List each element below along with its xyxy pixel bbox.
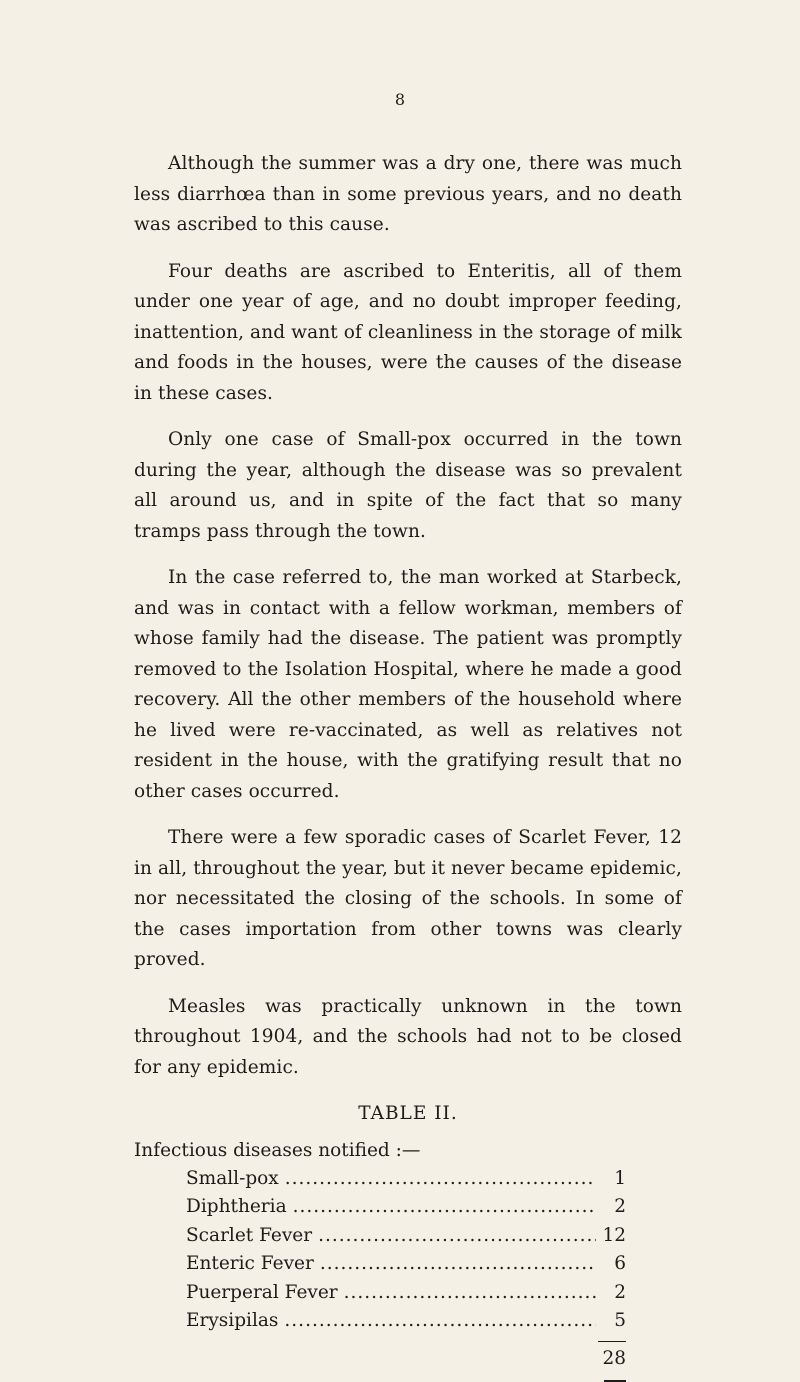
paragraph-diarrhoea: Although the summer was a dry one, there was much less diarrhœa than in some previous years, and no death was ascribed to this cause. bbox=[134, 153, 682, 235]
table-title: TABLE II. bbox=[358, 1103, 458, 1124]
dot-leader bbox=[320, 1250, 596, 1278]
table-row-erysipilas bbox=[186, 1307, 626, 1335]
table-row-diphtheria bbox=[186, 1193, 626, 1221]
dot-leader bbox=[318, 1222, 596, 1250]
report-body bbox=[134, 149, 682, 1382]
paragraph-scarlet-fever: There were a few sporadic cases of Scarlet Fever, 12 in all, throughout the year, but it never became epidemic, nor necessitated the closing of the schools. In some of the cases importation from other towns was clearly proved. bbox=[134, 827, 682, 970]
disease-count: 2 bbox=[614, 1281, 626, 1303]
disease-name: Scarlet Fever bbox=[186, 1224, 313, 1246]
dot-leader bbox=[293, 1193, 596, 1221]
table-intro: Infectious diseases notified :— bbox=[134, 1140, 421, 1161]
dot-leader bbox=[344, 1279, 596, 1307]
table-row-puerperal-fever bbox=[186, 1279, 626, 1307]
table-total-row bbox=[186, 1335, 626, 1374]
table-row-enteric-fever bbox=[186, 1250, 626, 1278]
disease-count: 2 bbox=[614, 1196, 626, 1218]
table-total: 28 bbox=[598, 1341, 626, 1374]
dot-leader bbox=[284, 1307, 596, 1335]
infectious-diseases-table bbox=[186, 1165, 626, 1382]
disease-count: 1 bbox=[614, 1168, 626, 1189]
disease-name: Erysipilas bbox=[186, 1310, 279, 1332]
disease-count: 5 bbox=[614, 1310, 626, 1332]
disease-name: Puerperal Fever bbox=[186, 1281, 338, 1303]
disease-count: 12 bbox=[602, 1224, 626, 1246]
table-row-small-pox bbox=[186, 1165, 626, 1193]
page-number: 8 bbox=[394, 90, 406, 109]
disease-count: 6 bbox=[614, 1253, 626, 1275]
paragraph-small-pox: Only one case of Small-pox occurred in the town during the year, although the disease was so prevalent all around us, and in spite of the fact that so many tramps pass through the town. bbox=[134, 429, 682, 542]
disease-name: Enteric Fever bbox=[186, 1253, 314, 1275]
dot-leader bbox=[285, 1165, 596, 1193]
paragraph-enteritis: Four deaths are ascribed to Enteritis, all of them under one year of age, and no doubt improper feeding, inattention, and want of cleanliness in the storage of milk and foods in the houses, were the causes of the disease in these cases. bbox=[134, 260, 682, 404]
total-underline bbox=[186, 1374, 626, 1382]
table-row-scarlet-fever bbox=[186, 1222, 626, 1250]
disease-name: Diphtheria bbox=[186, 1196, 287, 1218]
paragraph-measles: Measles was practically unknown in the town throughout 1904, and the schools had not to be closed for any epidemic. bbox=[134, 995, 682, 1078]
disease-name: Small-pox bbox=[186, 1168, 279, 1189]
paragraph-starbeck-case: In the case referred to, the man worked at Starbeck, and was in contact with a fellow workman, members of whose family had the disease. The patient was promptly removed to the Isolation Hospital, where he made a good recovery. All the other members of the household where he lived were re-vaccinated, as well as relatives not resident in the house, with the gratifying result that no other cases occurred. bbox=[134, 567, 682, 802]
